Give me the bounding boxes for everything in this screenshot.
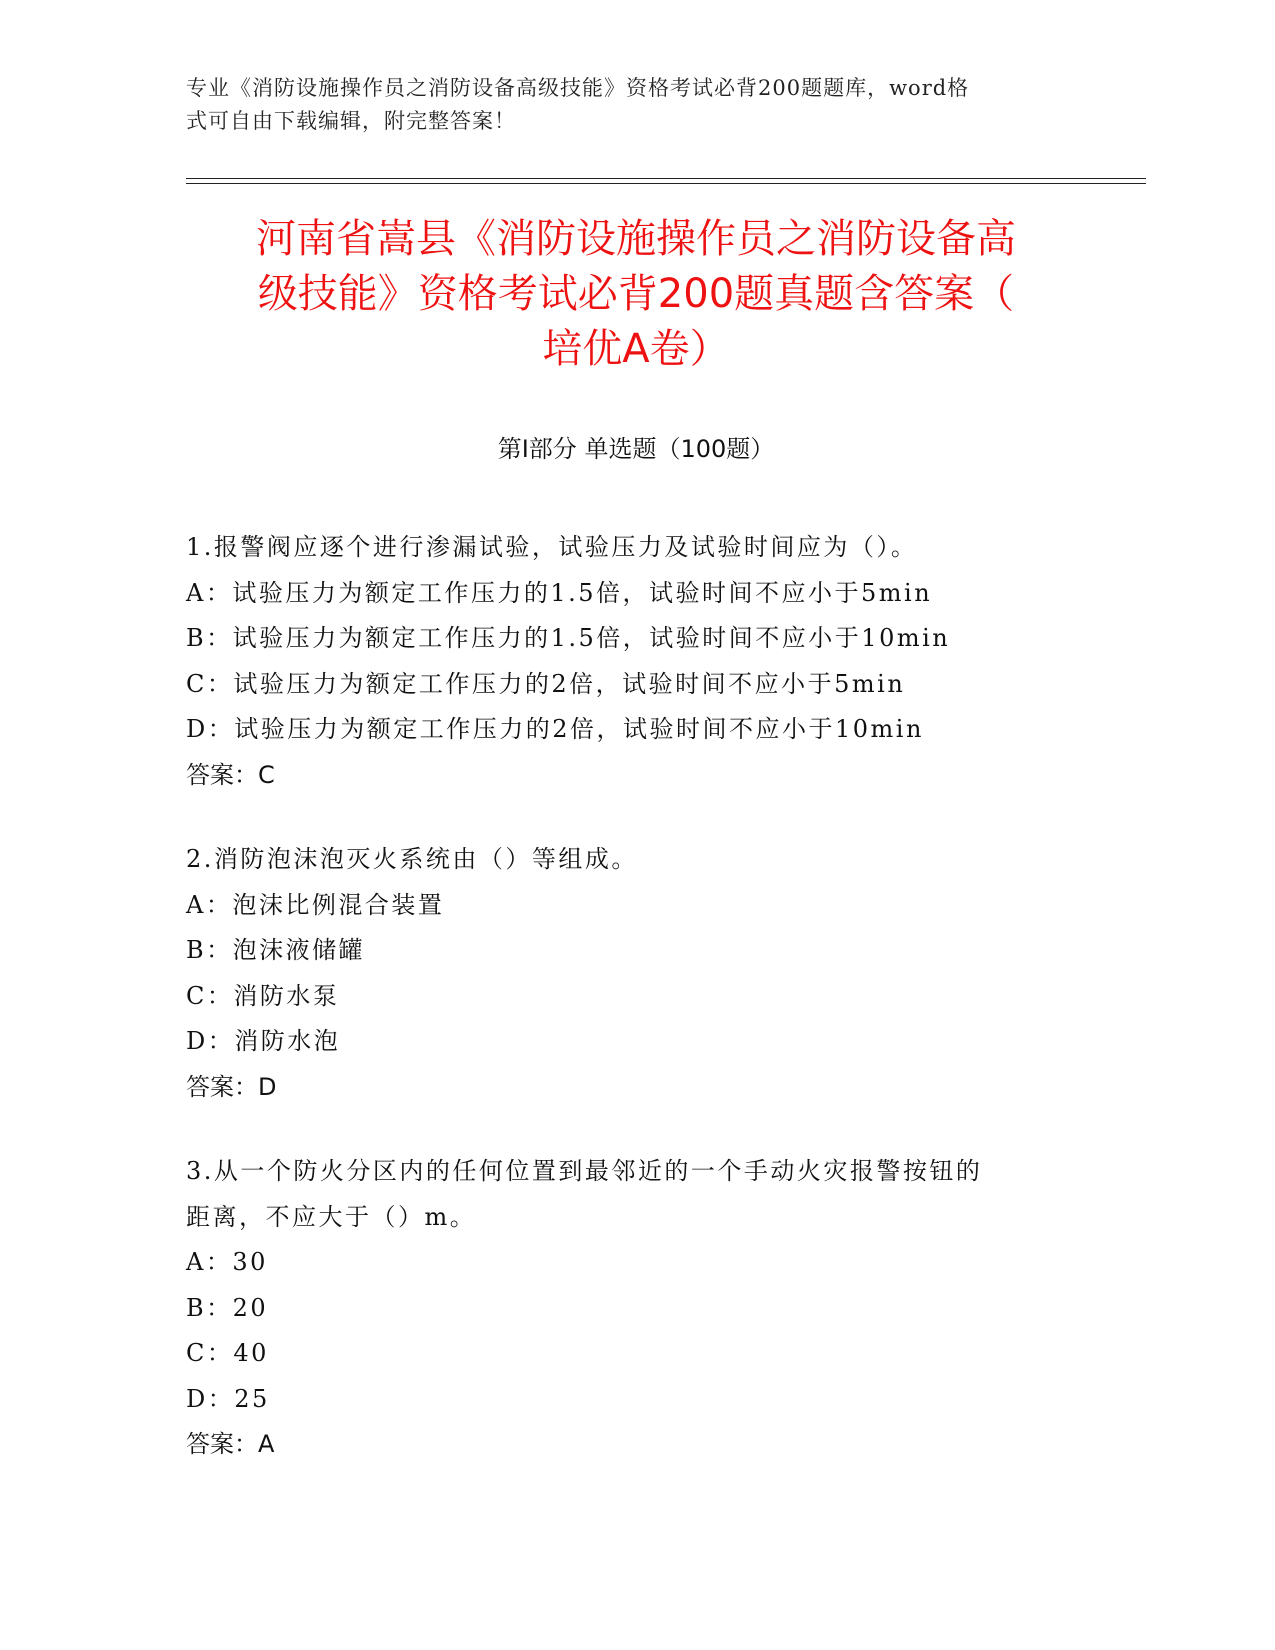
option-c: C：试验压力为额定工作压力的2倍，试验时间不应小于5min bbox=[186, 669, 906, 698]
title-line-3: 培优A卷） bbox=[542, 326, 730, 372]
question-stem: 2.消防泡沫泡灭火系统由（）等组成。 bbox=[186, 845, 638, 873]
question-3 bbox=[186, 1149, 1066, 1468]
question-stem-line-2: 距离，不应大于（）m。 bbox=[186, 1202, 477, 1231]
question-1 bbox=[186, 525, 1066, 798]
option-c: C：40 bbox=[186, 1339, 269, 1367]
document-title bbox=[186, 212, 1086, 377]
option-a: A：泡沫比例混合装置 bbox=[186, 890, 445, 919]
header-note-line-2: 式可自由下载编辑，附完整答案！ bbox=[186, 109, 516, 133]
title-line-2: 级技能》资格考试必背200题真题含答案（ bbox=[257, 271, 1015, 317]
header-rule-top bbox=[186, 178, 1146, 179]
header-note bbox=[186, 72, 1086, 138]
question-list bbox=[186, 525, 1066, 1507]
answer-key: 答案：A bbox=[186, 1430, 275, 1458]
option-b: B：泡沫液储罐 bbox=[186, 936, 366, 964]
question-2 bbox=[186, 837, 1066, 1110]
option-d: D：消防水泡 bbox=[186, 1027, 341, 1055]
option-b: B：20 bbox=[186, 1293, 269, 1322]
option-a: A：30 bbox=[186, 1248, 268, 1276]
answer-key: 答案：C bbox=[186, 760, 275, 789]
option-a: A：试验压力为额定工作压力的1.5倍，试验时间不应小于5min bbox=[186, 578, 933, 607]
option-d: D：试验压力为额定工作压力的2倍，试验时间不应小于10min bbox=[186, 715, 924, 743]
option-c: C：消防水泵 bbox=[186, 981, 340, 1010]
section-heading: 第Ⅰ部分 单选题（100题） bbox=[497, 435, 775, 463]
header-rule-bottom bbox=[186, 183, 1146, 184]
option-b: B：试验压力为额定工作压力的1.5倍，试验时间不应小于10min bbox=[186, 624, 951, 652]
title-line-1: 河南省嵩县《消防设施操作员之消防设备高 bbox=[256, 216, 1016, 262]
question-stem-line-1: 3.从一个防火分区内的任何位置到最邻近的一个手动火灾报警按钮的 bbox=[186, 1157, 983, 1185]
question-stem: 1.报警阀应逐个进行渗漏试验，试验压力及试验时间应为（）。 bbox=[186, 533, 918, 561]
option-d: D：25 bbox=[186, 1384, 270, 1413]
answer-key: 答案：D bbox=[186, 1072, 277, 1101]
header-note-line-1: 专业《消防设施操作员之消防设备高级技能》资格考试必背200题题库，word格 bbox=[186, 76, 970, 100]
